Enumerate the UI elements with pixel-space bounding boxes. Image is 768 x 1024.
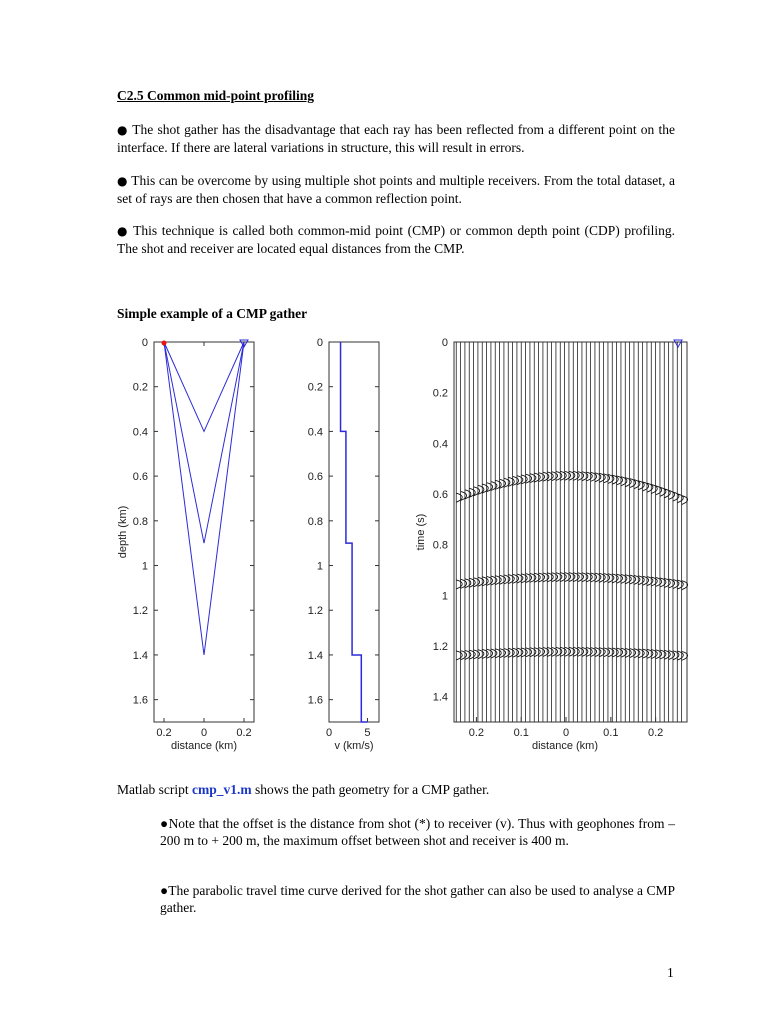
caption-suffix: shows the path geometry for a CMP gather. xyxy=(251,782,490,797)
ray-xtick-label: 0.2 xyxy=(236,727,252,739)
seismogram-panel-ylabel: time (s) xyxy=(415,513,427,551)
bullet-text: This can be overcome by using multiple shot points and multiple receivers. From the total dataset, a set of rays are then chosen that have a common reflection point. xyxy=(117,173,675,206)
ray-ytick-label: 1.4 xyxy=(132,649,148,662)
seismogram-ytick-label: 1.2 xyxy=(432,641,448,653)
page-number: 1 xyxy=(667,965,674,980)
note-paragraph xyxy=(160,815,675,849)
ray-ytick-label: 0 xyxy=(141,337,148,349)
ray-path xyxy=(164,342,244,543)
seismogram-ytick-label: 0.8 xyxy=(432,539,448,552)
caption-prefix: Matlab script xyxy=(117,782,192,797)
bullet-paragraph xyxy=(117,222,675,257)
bullet-icon: ● xyxy=(117,174,128,188)
cmp-figure xyxy=(110,332,690,757)
seismogram-xtick-label: 0.1 xyxy=(513,727,529,739)
ray-path xyxy=(164,342,244,655)
velocity-ytick-label: 0.6 xyxy=(307,471,323,484)
seismogram-xtick-label: 0.1 xyxy=(603,727,619,739)
seismogram-xtick-label: 0 xyxy=(562,727,570,739)
note-text: The parabolic travel time curve derived for the shot gather can also be used to analyse a CMP gather. xyxy=(160,883,675,915)
velocity-ytick-label: 0.8 xyxy=(307,515,323,528)
ray-path-panel xyxy=(117,337,254,752)
ray-ytick-label: 1.6 xyxy=(132,694,148,707)
velocity-ytick-label: 1.6 xyxy=(307,694,323,707)
velocity-xtick-label: 5 xyxy=(364,727,371,739)
ray-panel-frame xyxy=(154,342,254,722)
figure-title: Simple example of a CMP gather xyxy=(117,306,308,321)
ray-panel-ylabel: depth (km) xyxy=(117,505,129,559)
note-bullet-icon: ● xyxy=(160,883,169,898)
bullet-icon: ● xyxy=(117,224,129,238)
bullet-paragraph xyxy=(117,172,675,207)
seismogram-panel-frame xyxy=(454,342,687,722)
ray-ytick-label: 0.4 xyxy=(132,426,148,439)
seismogram-ytick-label: 0.6 xyxy=(432,489,448,501)
velocity-ytick-label: 0.2 xyxy=(307,381,323,394)
ray-ytick-label: 0.2 xyxy=(132,381,148,394)
seismogram-panel xyxy=(415,337,688,752)
velocity-ytick-label: 1.4 xyxy=(307,649,323,662)
bullet-text: This technique is called both common-mid point (CMP) or common depth point (CDP) profiling. The shot and receiver are located equal distances from the CMP. xyxy=(117,223,675,256)
ray-xtick-label: 0.2 xyxy=(156,727,172,739)
velocity-xtick-label: 0 xyxy=(325,727,333,739)
seismogram-xtick-label: 0.2 xyxy=(647,727,664,739)
velocity-panel xyxy=(308,337,379,752)
bullet-paragraph xyxy=(117,121,675,156)
shot-marker xyxy=(162,341,167,346)
seismogram-ytick-label: 1.4 xyxy=(432,691,448,704)
velocity-ytick-label: 0 xyxy=(316,337,323,349)
seismogram-ytick-label: 1 xyxy=(441,590,448,603)
ray-xtick-label: 0 xyxy=(200,727,208,739)
ray-ytick-label: 0.6 xyxy=(132,471,148,484)
velocity-profile-line xyxy=(341,342,368,722)
seismogram-panel-xlabel: distance (km) xyxy=(531,740,599,752)
ray-ytick-label: 0.8 xyxy=(132,515,148,528)
velocity-ytick-label: 1 xyxy=(316,560,323,573)
velocity-ytick-label: 1.2 xyxy=(307,605,323,618)
bullet-text: The shot gather has the disadvantage that each ray has been reflected from a different point on the interface. If there are lateral variations in structure, this will result in errors. xyxy=(117,122,675,155)
note-paragraph xyxy=(160,882,675,916)
ray-panel-xlabel: distance (km) xyxy=(170,740,238,752)
section-heading: C2.5 Common mid-point profiling xyxy=(117,88,315,103)
note-text: Note that the offset is the distance from shot (*) to receiver (v). Thus with geophones from –200 m to + 200 m, the maximum offset between shot and receiver is 400 m. xyxy=(160,816,675,848)
bullet-icon: ● xyxy=(117,123,129,137)
ray-ytick-label: 1 xyxy=(141,560,148,573)
seismogram-ytick-label: 0.4 xyxy=(432,438,448,451)
ray-path xyxy=(164,342,244,431)
note-bullet-icon: ● xyxy=(160,816,169,831)
figure-caption xyxy=(117,782,489,798)
velocity-panel-xlabel: v (km/s) xyxy=(334,740,374,752)
receiver-marker xyxy=(674,340,682,347)
velocity-ytick-label: 0.4 xyxy=(307,426,323,439)
velocity-panel-frame xyxy=(329,342,379,722)
seismogram-ytick-label: 0 xyxy=(441,337,448,349)
seismogram-ytick-label: 0.2 xyxy=(432,387,448,400)
seismogram-xtick-label: 0.2 xyxy=(468,727,485,739)
ray-ytick-label: 1.2 xyxy=(132,605,148,618)
script-name: cmp_v1.m xyxy=(191,782,252,797)
